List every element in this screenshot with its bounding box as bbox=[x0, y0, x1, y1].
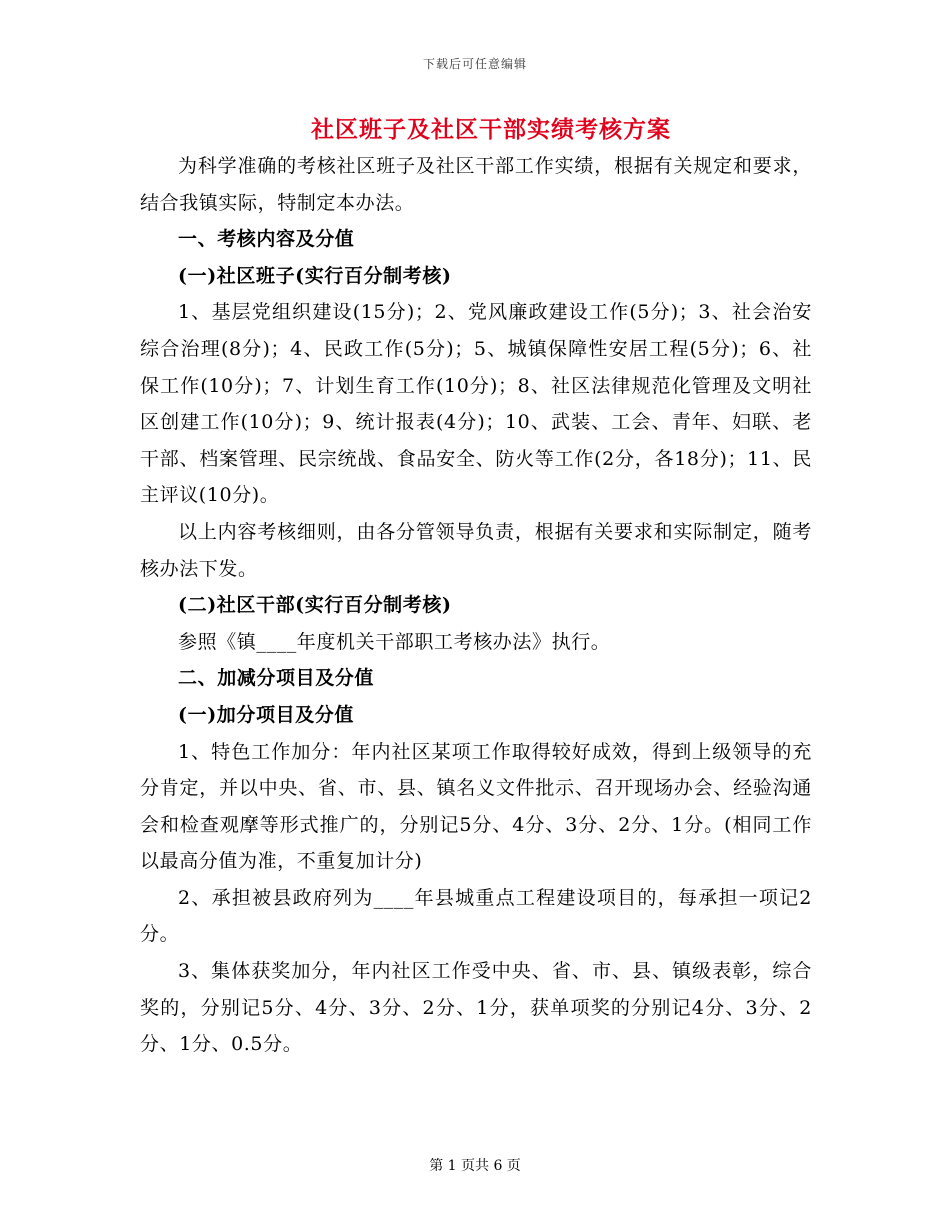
paragraph-intro: 为科学准确的考核社区班子及社区干部工作实绩，根据有关规定和要求，结合我镇实际，特制定本办法。 bbox=[140, 155, 812, 214]
paragraph-bonus-1: 1、特色工作加分：年内社区某项工作取得较好成效，得到上级领导的充分肯定，并以中央、省、市、县、镇名义文件批示、召开现场办会、经验沟通会和检查观摩等形式推广的，分别记5分、4分、3分、2分、1分。(相同工作以最高分值为准，不重复加计分) bbox=[140, 740, 812, 873]
paragraph-cadre-reference: 参照《镇____年度机关干部职工考核办法》执行。 bbox=[178, 630, 611, 653]
paragraph-scoring-rules: 以上内容考核细则，由各分管领导负责，根据有关要求和实际制定，随考核办法下发。 bbox=[140, 520, 812, 580]
paragraph-bonus-2: 2、承担被县政府列为____年县城重点工程建设项目的，每承担一项记2分。 bbox=[140, 886, 812, 946]
paragraph-bonus-3: 3、集体获奖加分，年内社区工作受中央、省、市、县、镇级表彰，综合奖的，分别记5分、4分、3分、2分、1分，获单项奖的分别记4分、3分、2分、1分、0.5分。 bbox=[140, 960, 812, 1056]
subsection-heading-2-1: (一)加分项目及分值 bbox=[178, 703, 354, 726]
section-heading-2: 二、加减分项目及分值 bbox=[178, 667, 375, 690]
document-title: 社区班子及社区干部实绩考核方案 bbox=[311, 116, 671, 143]
subsection-heading-1-2: (二)社区干部(实行百分制考核) bbox=[178, 594, 452, 617]
paragraph-scoring-items: 1、基层党组织建设(15分)；2、党风廉政建设工作(5分)；3、社会治安综合治理(8分)；4、民政工作(5分)；5、城镇保障性安居工程(5分)；6、社保工作(10分)；7、计划生育工作(10分)；8、社区法律规范化管理及文明社区创建工作(10分)；9、统计报表(4分)；10、武装、工会、青年、妇联、老干部、档案管理、民宗统战、食品安全、防火等工作(2分，各18分)；11、民主评议(10分)。 bbox=[140, 301, 812, 507]
section-heading-1: 一、考核内容及分值 bbox=[178, 228, 355, 251]
header-note: 下载后可任意编辑 bbox=[422, 57, 527, 71]
subsection-heading-1-1: (一)社区班子(实行百分制考核) bbox=[178, 264, 452, 287]
page-number: 第 1 页共 6 页 bbox=[429, 1158, 521, 1174]
document-body bbox=[140, 112, 812, 1063]
